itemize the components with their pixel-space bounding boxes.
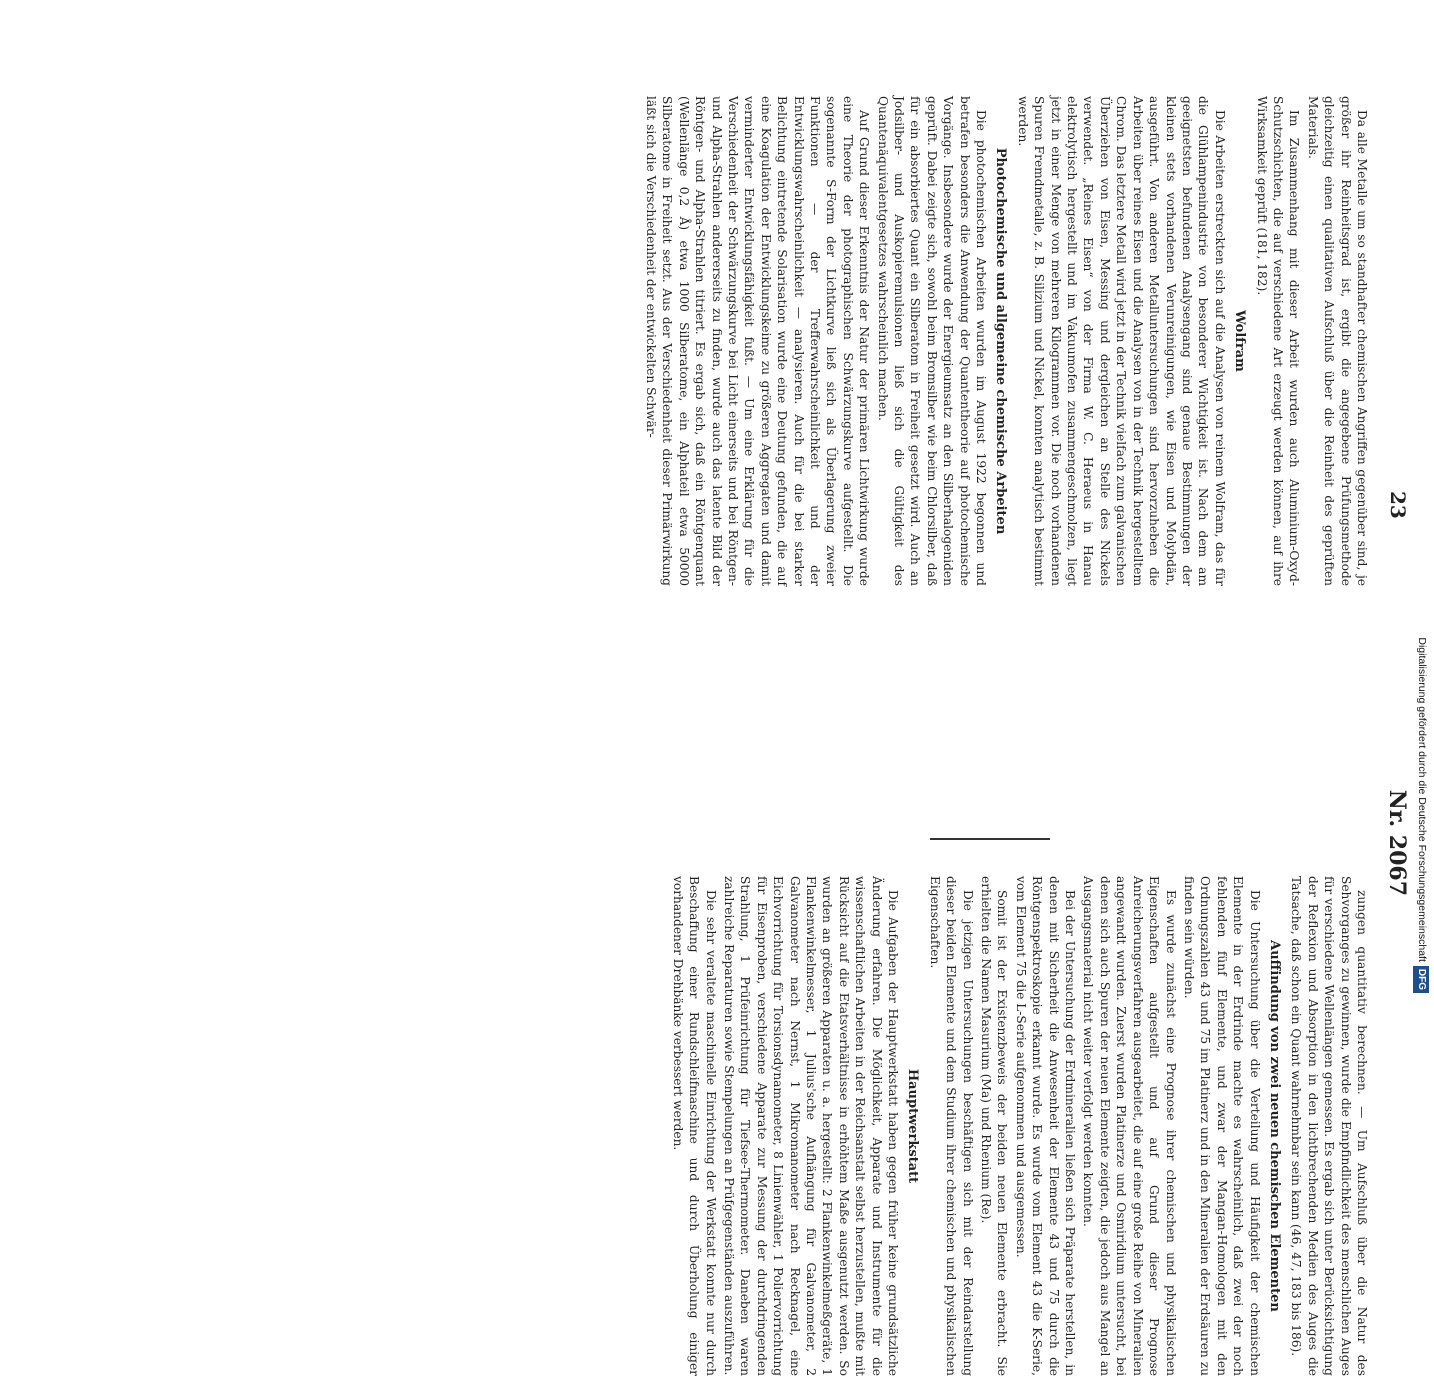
- paragraph: Die sehr veraltete maschinelle Einrichtung der Werkstatt konnte nur durch Beschaffung einer Rundschleifmaschine und durch Überholung einiger vorhandener Drehbänke verbessert werden.: [670, 876, 718, 1376]
- scanned-page: [120, 96, 1410, 1376]
- page-header: [1382, 96, 1410, 906]
- paragraph: Die photochemischen Arbeiten wurden im August 1922 begonnen und betrafen besonders die Anwendung der Quantentheorie auf photochemische Vorgänge. Insbesondere wurde der Energieumsatz an den Silberhalogeniden geprüft. Dabei zeigte sich, sowohl beim Bromsilber wie beim Chlorsilber, daß für ein absorbiertes Quant ein Silberatom in Freiheit gesetzt wird. Auch an Jodsilber- und Auskopieremulsionen ließ sich die Gültigkeit des Quantenäquivalentgesetzes wahrscheinlich machen.: [875, 96, 989, 586]
- paragraph: Somit ist der Existenzbeweis der beiden neuen Elemente erbracht. Sie erhielten die Namen Masurium (Ma) und Rhenium (Re).: [979, 876, 1010, 1376]
- digitization-credit-text: Digitalisierung gefördert durch die Deutsche Forschungsgemeinschaft: [1416, 637, 1428, 962]
- paragraph: Auf Grund dieser Erkenntnis der Natur der primären Lichtwirkung wurde eine Theorie der photographischen Schwärzungskurve aufgestellt. Die sogenannte S-Form der Lichtkurve ließ sich als Überlagerung zweier Funktionen — der Trefferwahrscheinlichkeit und der Entwicklungswahrscheinlichkeit — analysieren. Auch für die bei starker Belichtung eintretende Solarisation wurde eine Deutung gefunden, die auf eine Koagulation der Entwicklungskeime zu größeren Aggregaten und damit verminderter Entwicklungsfähigkeit fußt. — Um eine Erklärung für die Verschiedenheit der Schwärzungskurve bei Licht einerseits und bei Röntgen- und Alpha-Strahlen andererseits zu finden, wurde auch das latente Bild der Röntgen- und Alpha-Strahlen titriert. Es ergab sich, daß ein Röntgenquant (Wellenlänge 0,2 Å) etwa 1000 Silberatome, ein Alphateil etwa 50000 Silberatome in Freiheit setzt. Aus der Verschiedenheit dieser Primärwirkung läßt sich die Verschiedenheit der entwickelten Schwär-: [643, 96, 872, 586]
- paragraph: Im Zusammenhang mit dieser Arbeit wurden auch Aluminium-Oxyd-Schutzschichten, die auf verschiedene Art erzeugt werden können, auf ihre Wirksamkeit geprüft (181, 182).: [1254, 96, 1302, 586]
- paragraph: Da alle Metalle um so standhafter chemischen Angriffen gegenüber sind, je größer ihr Reinheitsgrad ist, ergibt die angegebene Prüfungsmethode gleichzeitig einen qualitativen Aufschluß über die Reinheit des geprüften Materials.: [1305, 96, 1369, 586]
- section-heading-photochemie: Photochemische und allgemeine chemische Arbeiten: [993, 147, 1009, 535]
- section-heading-elements: Auffindung von zwei neuen chemischen Elementen: [1266, 940, 1282, 1312]
- paragraph: Die Untersuchung über die Verteilung und Häufigkeit der chemischen Elemente in der Erdrinde machte es wahrscheinlich, daß zwei der noch fehlenden fünf Elemente, und zwar der Mangan-Homologen mit den Ordnungszahlen 43 und 75 im Platinerz und in den Mineralien der Erdsäuren zu finden sein würden.: [1181, 876, 1262, 1376]
- paragraph: Die Arbeiten erstreckten sich auf die Analysen von reinem Wolfram, das für die Glühlampenindustrie von besonderer Wichtigkeit ist. Nach dem am geeignetsten befundenen Analysengang sind genaue Bestimmungen der kleinen stets vorhandenen Verunreinigungen, wie Eisen und Molybdän, ausgeführt. Von anderen Metalluntersuchungen sind hervorzuheben die Arbeiten über reines Eisen und die Analysen von in der Technik hergestelltem Chrom. Das letztere Metall wird jetzt in der Technik vielfach zum galvanischen Überziehen von Eisen, Messing und dergleichen an Stelle des Nickels verwendet. „Reines Eisen“ von der Firma W. C. Heraeus in Hanau elektrolytisch hergestellt und im Vakuumofen zusammengeschmolzen, liegt jetzt in einer Menge von mehreren Kilogrammen vor. Die noch vorhandenen Spuren Fremdmetalle, z. B. Silizium und Nickel, konnten analytisch bestimmt werden.: [1015, 96, 1227, 586]
- paragraph: Es wurde zunächst eine Prognose ihrer chemischen und physikalischen Eigenschaften aufgestellt und auf Grund dieser Prognose Anreicherungsverfahren ausgearbeitet, die auf eine große Reihe von Mineralien angewandt wurden. Zuerst wurden Platinerze und Osmiridium untersucht, bei denen sich auch Spuren der neuen Elemente zeigten, die jedoch aus Mangel an Ausgangsmaterial nicht weiter verfolgt werden konnten.: [1081, 876, 1178, 1376]
- rotated-page-content: [120, 96, 1410, 1376]
- left-column: [641, 96, 1370, 586]
- column-divider-line: [930, 838, 1050, 840]
- dfg-logo: DFG: [1413, 966, 1429, 993]
- page-number: 23: [1386, 491, 1410, 519]
- digitization-credit: [1414, 8, 1430, 993]
- paragraph: Bei der Untersuchung der Erdmineralien ließen sich Präparate herstellen, in denen mit Sicherheit die Anwesenheit der Elemente 43 und 75 durch die Röntgenspektroskopie erkannt wurde. Es wurde vom Element 43 die K-Serie, vom Element 75 die L-Serie aufgenommen und ausgemessen.: [1013, 876, 1078, 1376]
- right-column: [667, 876, 1370, 1376]
- paragraph: Die jetzigen Untersuchungen beschäftigen sich mit der Reindarstellung dieser beiden Elemente und dem Studium ihrer chemischen und physikalischen Eigenschaften.: [927, 876, 975, 1376]
- paragraph: zungen quantitativ berechnen. — Um Aufschluß über die Natur des Sehvorganges zu gewinnen, wurde die Empfindlichkeit des menschlichen Auges für verschiedene Wellenlängen gemessen. Es ergab sich unter Berücksichtigung der Reflexion und Absorption in den lichtbrechenden Medien des Auges die Tatsache, daß schon ein Quant wahrnehmbar sein kann (46, 47, 183 bis 186).: [1289, 876, 1369, 1376]
- section-heading-hauptwerkstatt: Hauptwerkstatt: [905, 1068, 921, 1184]
- section-heading-wolfram: Wolfram: [1232, 310, 1248, 372]
- paragraph: Die Aufgaben der Hauptwerkstatt haben gegen früher keine grundsätzliche Änderung erfahren. Die Möglichkeit, Apparate und Instrumente für die wissenschaftlichen Arbeiten in der Reichsanstalt selbst herzustellen, mußte mit Rücksicht auf die Etatsverhältnisse in erhöhtem Maße ausgenutzt werden. So wurden an größeren Apparaten u. a. hergestellt: 2 Flankenwinkelmeßgeräte, 1 Flankenwinkelmesser, 1 Julius'sche Aufhängung für Galvanometer, 2 Galvanometer nach Nernst, 1 Mikromanometer nach Recknagel, eine Eichvorrichtung für Torsionsdynamometer, 8 Linienwähler, 1 Poliervorrichtung für Eisenproben, verschiedene Apparate zur Messung der durchdringenden Strahlung, 1 Prüfeinrichtung für Tiefsee-Thermometer. Daneben waren zahlreiche Reparaturen sowie Stempelungen an Prüfgegenständen auszuführen.: [721, 876, 901, 1376]
- issue-number: Nr. 2067: [1384, 789, 1410, 896]
